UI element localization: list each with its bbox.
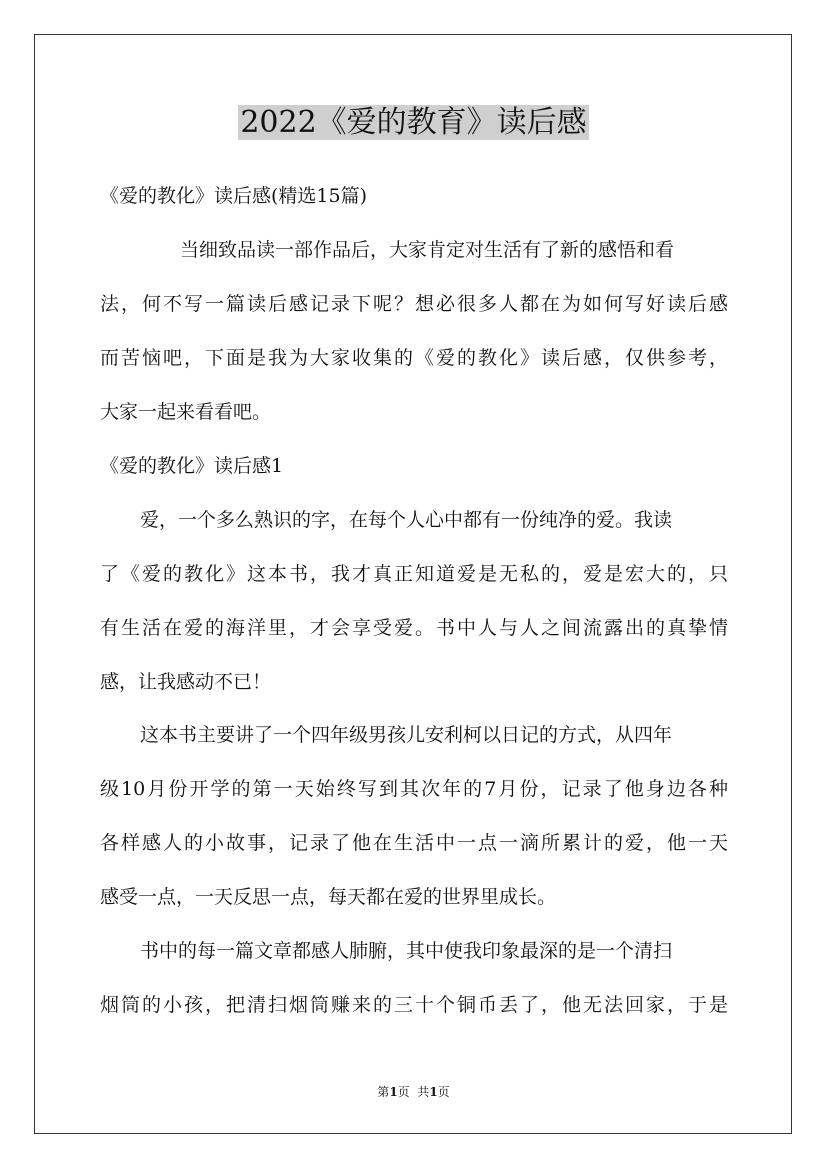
- paragraph3-line-1: 书中的每一篇文章都感人肺腑，其中使我印象最深的是一个清扫: [140, 940, 673, 962]
- footer-total-pages: 1: [429, 1085, 438, 1099]
- paragraph2-line-4: 感受一点，一天反思一点，每天都在爱的世界里成长。: [100, 886, 557, 908]
- paragraph1-line-3: 有生活在爱的海洋里，才会享受爱。书中人与人之间流露出的真挚情: [100, 617, 728, 639]
- intro-line-1: 当细致品读一部作品后，大家肯定对生活有了新的感悟和看: [180, 239, 675, 261]
- paragraph1-line-1: 爱，一个多么熟识的字，在每个人心中都有一份纯净的爱。我读: [140, 509, 673, 531]
- title-text: 2022《爱的教育》读后感: [240, 105, 587, 140]
- document-title: [0, 103, 827, 143]
- paragraph2-line-3: 各样感人的小故事，记录了他在生活中一点一滴所累计的爱，他一天: [100, 832, 728, 854]
- paragraph2-line-2: 级10月份开学的第一天始终写到其次年的7月份，记录了他身边各种: [100, 778, 728, 800]
- intro-line-4: 大家一起来看看吧。: [100, 401, 272, 423]
- paragraph1-line-4: 感，让我感动不已！: [100, 671, 272, 693]
- paragraph2-line-1: 这本书主要讲了一个四年级男孩儿安利柯以日记的方式，从四年: [140, 724, 673, 746]
- footer-page-prefix: 第: [377, 1085, 390, 1099]
- footer-page-suffix: 页: [437, 1085, 450, 1099]
- intro-line-2: 法，何不写一篇读后感记录下呢？想必很多人都在为如何写好读后感: [100, 293, 728, 315]
- paragraph3-line-2: 烟筒的小孩，把清扫烟筒赚来的三十个铜币丢了，他无法回家，于是: [100, 994, 728, 1016]
- subtitle: 《爱的教化》读后感(精选15篇): [100, 185, 368, 207]
- footer-page-mid: 页 共: [397, 1085, 430, 1099]
- page-footer: [0, 1084, 827, 1100]
- section-heading: 《爱的教化》读后感1: [100, 455, 284, 477]
- footer-page-number: 1: [389, 1085, 398, 1099]
- intro-line-3: 而苦恼吧，下面是我为大家收集的《爱的教化》读后感，仅供参考，: [100, 347, 728, 369]
- paragraph1-line-2: 了《爱的教化》这本书，我才真正知道爱是无私的，爱是宏大的，只: [100, 563, 728, 585]
